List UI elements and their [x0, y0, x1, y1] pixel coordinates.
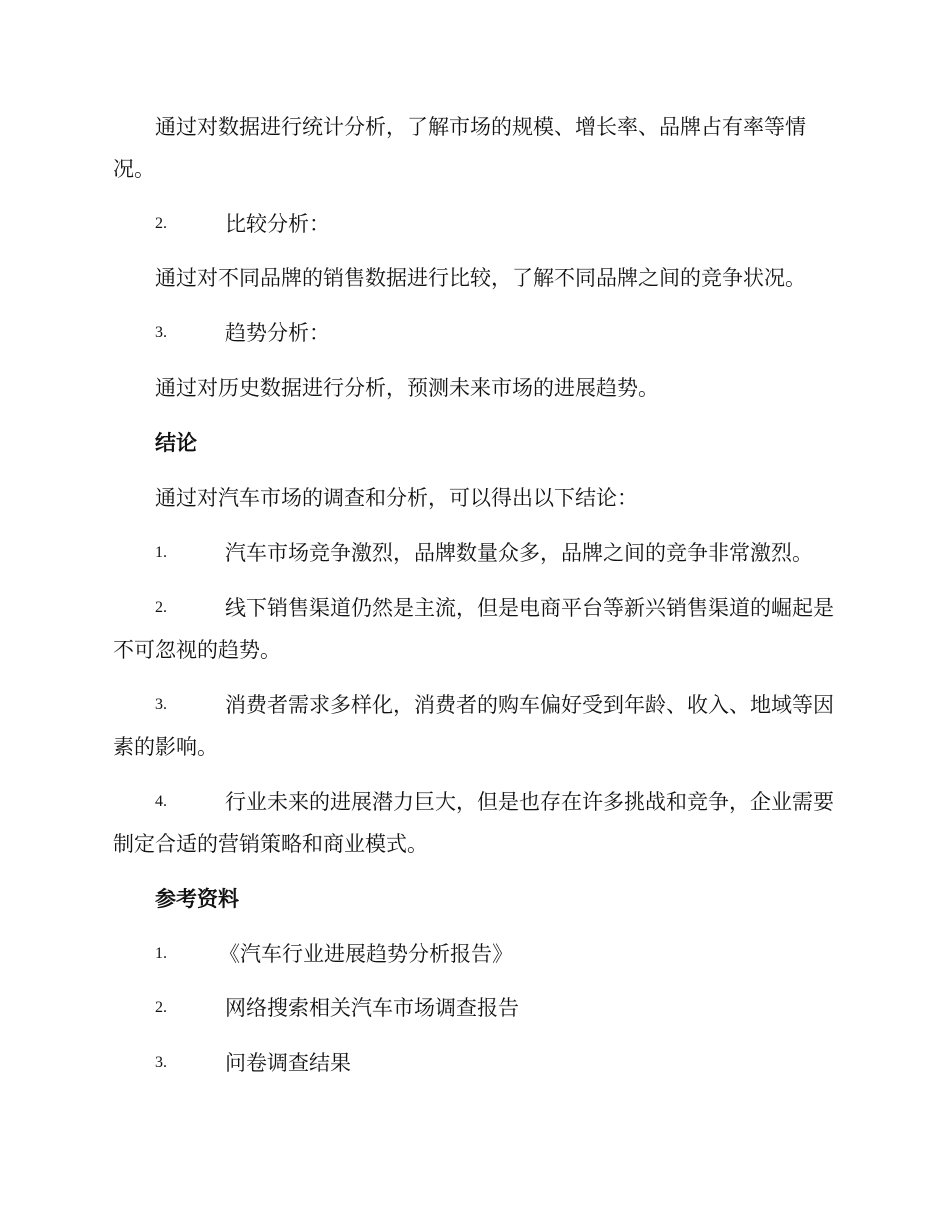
reference-item: [113, 933, 835, 975]
conclusion-item-text: 汽车市场竞争激烈，品牌数量众多，品牌之间的竞争非常激烈。: [225, 541, 813, 565]
list-number: 3.: [155, 1054, 167, 1071]
trend-list-item: [113, 312, 835, 354]
conclusion-item: [113, 532, 835, 574]
comparison-list-item: [113, 203, 835, 245]
list-number: 1.: [155, 945, 167, 962]
list-number: 2.: [155, 999, 167, 1016]
list-number: 1.: [155, 544, 167, 561]
stat-analysis-paragraph: 通过对数据进行统计分析，了解市场的规模、增长率、品牌占有率等情况。: [113, 115, 806, 181]
list-number: 3.: [155, 324, 167, 341]
conclusion-heading: 结论: [155, 431, 197, 455]
references-heading: 参考资料: [155, 887, 239, 911]
trend-paragraph: 通过对历史数据进行分析，预测未来市场的进展趋势。: [155, 376, 659, 400]
conclusion-item: [113, 684, 835, 768]
list-number: 2.: [155, 215, 167, 232]
list-number: 4.: [155, 793, 167, 810]
reference-item-text: 《汽车行业进展趋势分析报告》: [219, 942, 513, 966]
reference-item-text: 网络搜索相关汽车市场调查报告: [225, 996, 519, 1020]
list-number: 3.: [155, 696, 167, 713]
conclusion-item-text: 行业未来的进展潜力巨大，但是也存在许多挑战和竞争，企业需要制定合适的营销策略和商业模式。: [113, 790, 834, 856]
conclusion-item-text: 消费者需求多样化，消费者的购车偏好受到年龄、收入、地域等因素的影响。: [113, 693, 834, 759]
reference-item-text: 问卷调查结果: [225, 1051, 351, 1075]
reference-item: [113, 1042, 835, 1084]
conclusion-item: [113, 781, 835, 865]
comparison-paragraph: 通过对不同品牌的销售数据进行比较，了解不同品牌之间的竞争状况。: [155, 266, 806, 290]
trend-title: 趋势分析：: [225, 321, 330, 345]
conclusion-item: [113, 587, 835, 671]
conclusion-intro: 通过对汽车市场的调查和分析，可以得出以下结论：: [155, 486, 638, 510]
reference-item: [113, 987, 835, 1029]
list-number: 2.: [155, 599, 167, 616]
conclusion-item-text: 线下销售渠道仍然是主流，但是电商平台等新兴销售渠道的崛起是不可忽视的趋势。: [113, 596, 834, 662]
comparison-title: 比较分析：: [225, 212, 330, 236]
